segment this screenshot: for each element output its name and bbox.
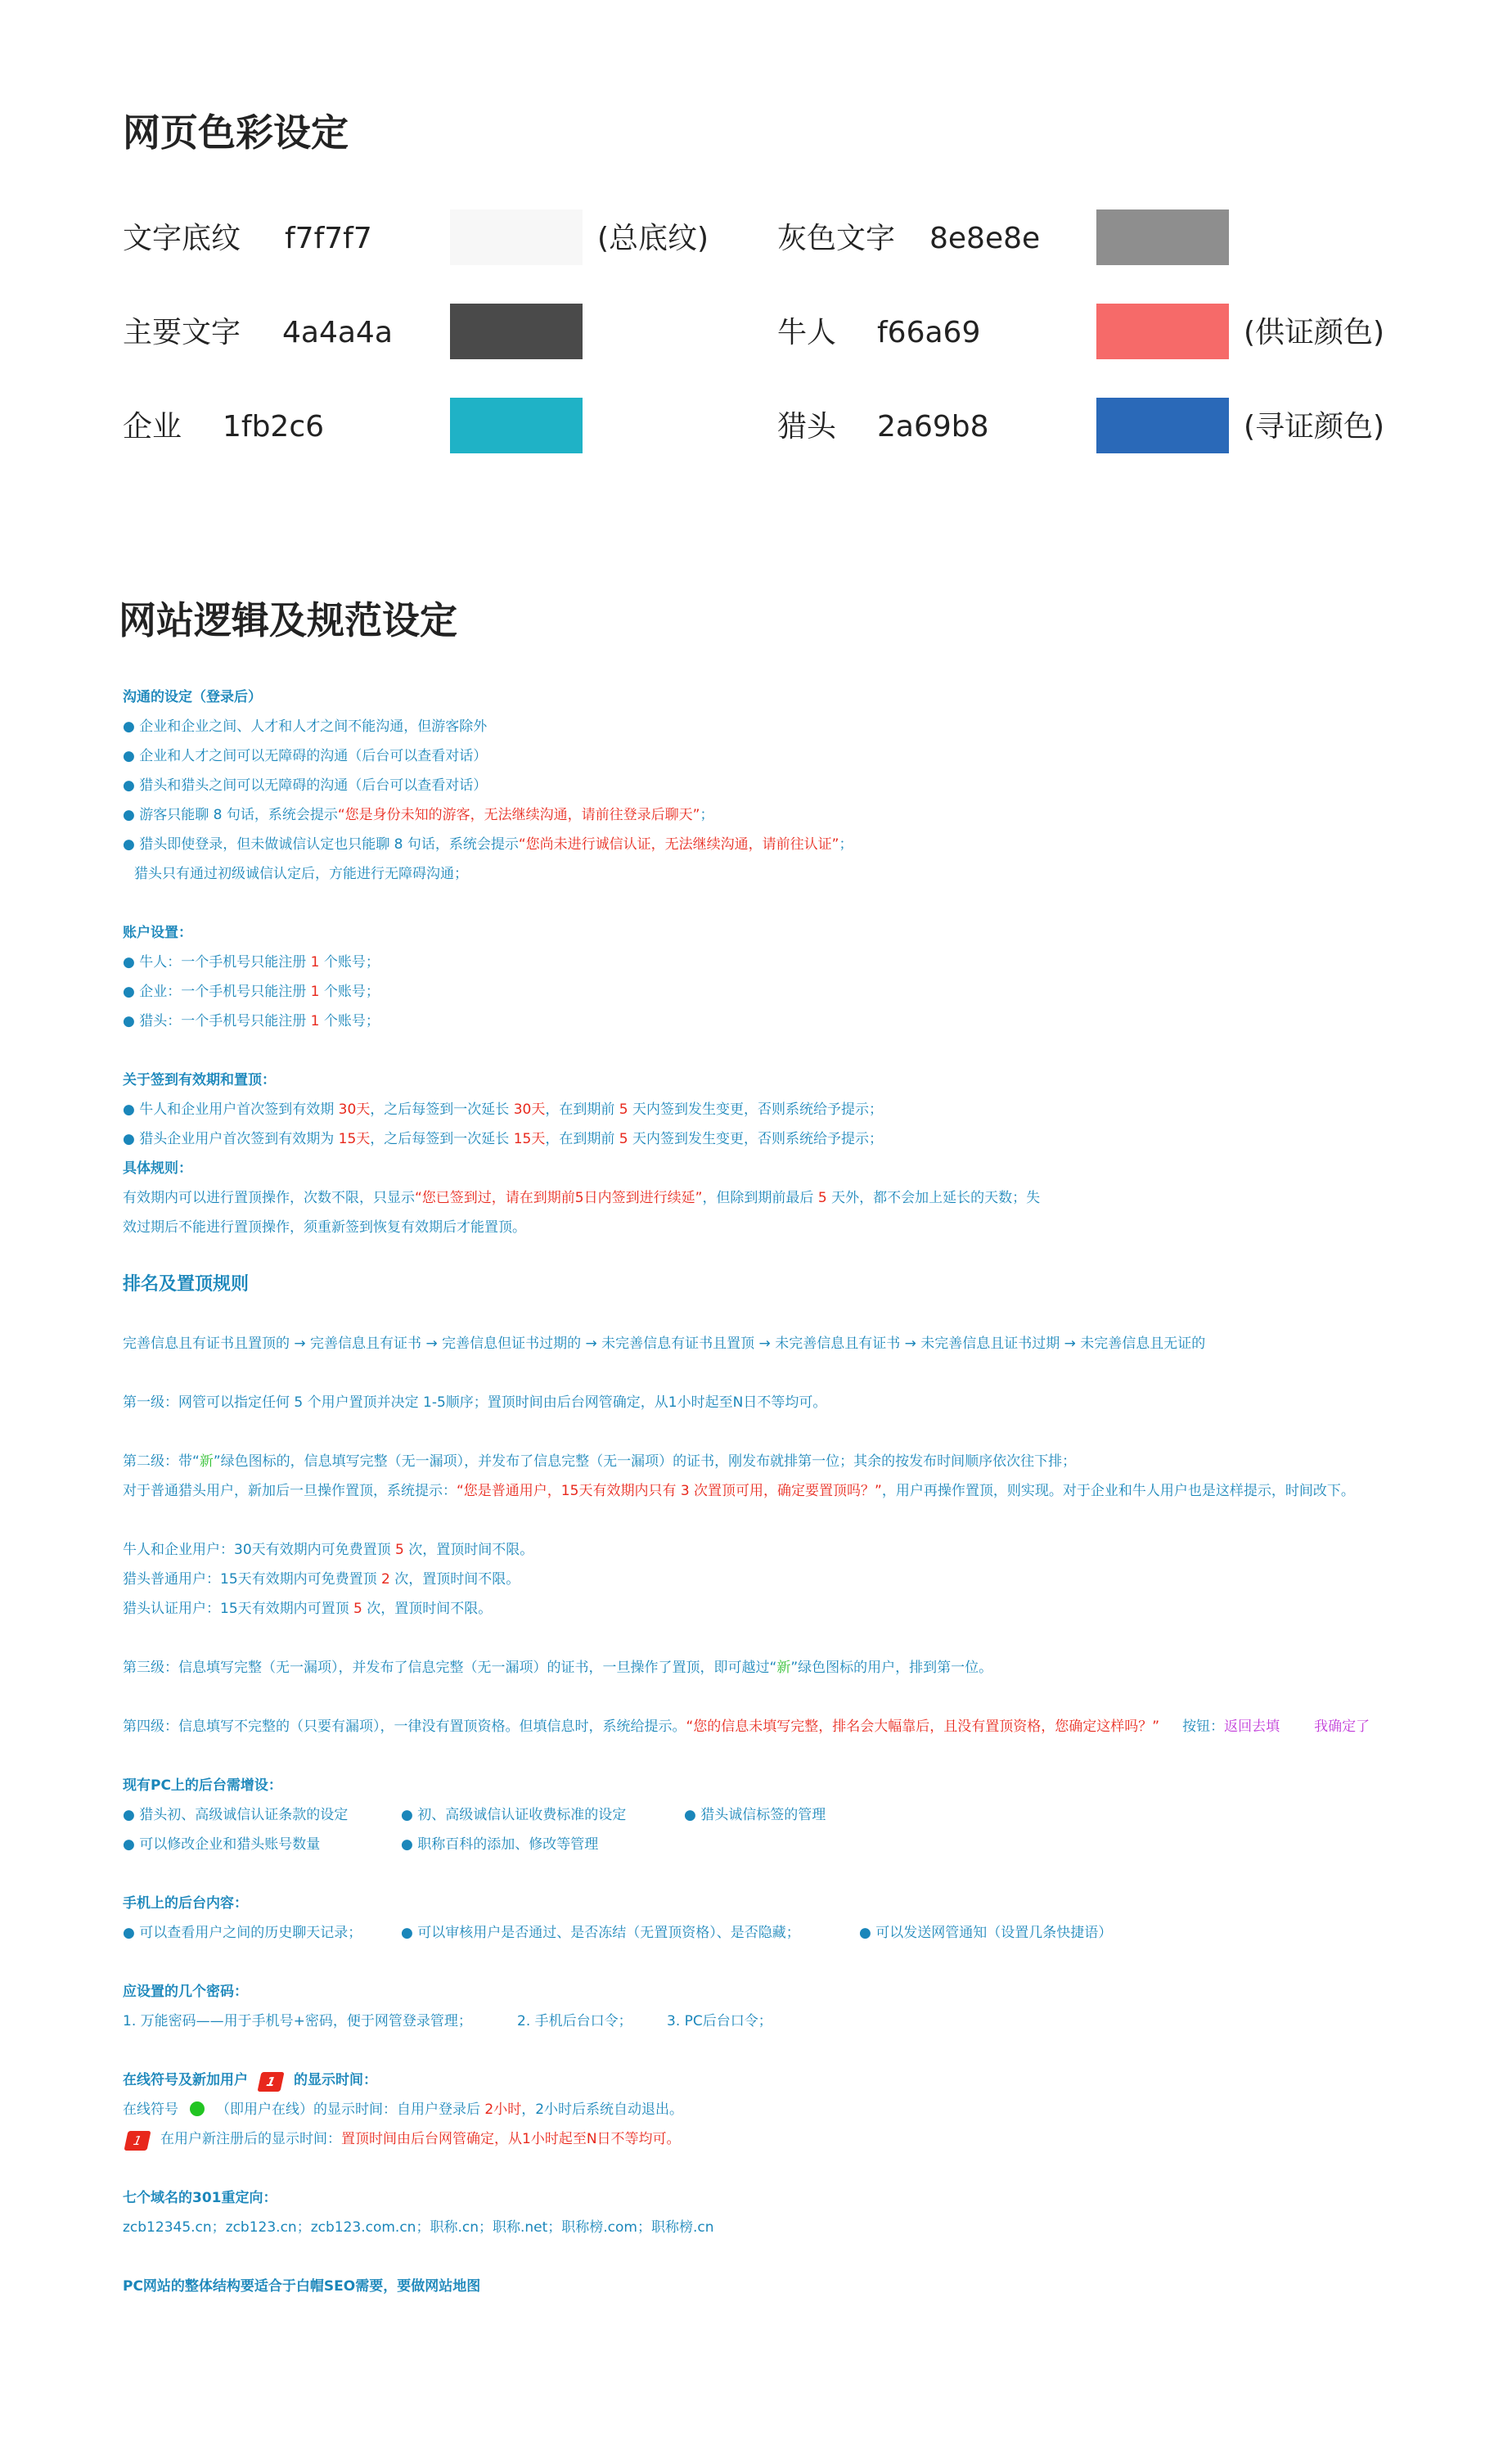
value: 5 (619, 1101, 628, 1118)
value: 15天 (338, 1131, 371, 1147)
new-label: 新 (776, 1660, 791, 1676)
color-swatch (1096, 398, 1229, 453)
list-item (123, 835, 853, 854)
color-label: 企业 (123, 410, 182, 444)
color-code: 1fb2c6 (223, 410, 325, 444)
ranking-order: 完善信息且有证书且置顶的 → 完善信息且有证书 → 完善信息但证书过期的 → 未完善信息有证书且置顶 → 未完善信息且有证书 → 未完善信息且证书过期 → 未完善信息且无证的 (123, 1336, 1206, 1352)
rule-text: 效过期后不能进行置顶操作，须重新签到恢复有效期后才能置顶。 (123, 1219, 526, 1236)
color-code: 4a4a4a (282, 316, 393, 349)
pc-backend-heading: 现有PC上的后台需增设： (123, 1777, 282, 1794)
value: 2 (381, 1571, 390, 1588)
text: ● 牛人和企业用户首次签到有效期 (123, 1101, 339, 1118)
text: 按钮： (1182, 1718, 1225, 1735)
text: 次，置顶时间不限。 (389, 1571, 520, 1588)
color-swatch (450, 398, 583, 453)
list-item (123, 1011, 380, 1031)
text: ”绿色图标的，信息填写完整（无一漏项），并发布了信息完整（无一漏项）的证书，刚发布就排第一位；其余的按发布时间顺序依次往下排； (213, 1453, 1077, 1470)
value: 2小时 (484, 2101, 522, 2118)
domains-list: zcb12345.cn；zcb123.cn；zcb123.com.cn；职称.cn；职称.net；职称榜.com；职称榜.cn (123, 2219, 714, 2236)
rule-text (123, 1188, 1040, 1208)
color-note: (供证颜色) (1244, 316, 1385, 349)
list-item (123, 805, 714, 825)
text: ，2小时后系统自动退出。 (521, 2101, 684, 2118)
color-swatch (1096, 209, 1229, 265)
text: 在线符号 (123, 2101, 178, 2118)
text: 第三级：信息填写完整（无一漏项），并发布了信息完整（无一漏项）的证书，一旦操作了置顶，即可越过“ (123, 1660, 777, 1676)
count: 1 (310, 1013, 320, 1029)
text: 天内签到发生变更，否则系统给予提示； (628, 1101, 883, 1118)
confirm-button[interactable]: 我确定了 (1314, 1718, 1370, 1735)
list-item: ● 企业和人才之间可以无障碍的沟通（后台可以查看对话） (123, 748, 488, 764)
system-prompt: 置顶时间由后台网管确定，从1小时起至N日不等均可。 (341, 2131, 681, 2147)
list-item (123, 1129, 883, 1149)
new-user-badge-icon: 1 (257, 2072, 284, 2092)
text: ，之后每签到一次延长 (370, 1101, 514, 1118)
text: 第二级：带“ (123, 1453, 200, 1470)
text: ”绿色图标的用户，排到第一位。 (790, 1660, 993, 1676)
ranking-level-2 (123, 1452, 1076, 1471)
color-code: 2a69b8 (877, 410, 989, 444)
list-item: ● 猎头诚信标签的管理 (684, 1807, 826, 1823)
count: 1 (310, 954, 320, 971)
text: 猎头普通用户：15天有效期内可免费置顶 (123, 1571, 382, 1588)
value: 5 (353, 1601, 362, 1617)
ranking-level-3 (123, 1658, 992, 1678)
text: ，但除到期前最后 (702, 1190, 818, 1206)
text: 牛人和企业用户：30天有效期内可免费置顶 (123, 1542, 396, 1558)
ranking-heading: 排名及置顶规则 (123, 1274, 250, 1295)
color-code: 8e8e8e (929, 222, 1041, 255)
text: ，用户再操作置顶，则实现。对于企业和牛人用户也是这样提示，时间改下。 (881, 1483, 1355, 1499)
quota-line (123, 1540, 533, 1560)
back-to-fill-button[interactable]: 返回去填 (1224, 1718, 1280, 1735)
value: 5 (817, 1190, 827, 1206)
quota-line (123, 1599, 492, 1619)
color-code: f66a69 (877, 316, 981, 349)
new-user-badge-icon: 1 (124, 2131, 151, 2151)
count: 1 (310, 984, 320, 1000)
list-item: ● 可以审核用户是否通过、是否冻结（无置顶资格）、是否隐藏； (401, 1925, 800, 1941)
color-swatch (450, 209, 583, 265)
text: 有效期内可以进行置顶操作，次数不限，只显示 (123, 1190, 415, 1206)
system-prompt: “您的信息未填写完整，排名会大幅靠后，且没有置顶资格，您确定这样吗？” (686, 1718, 1160, 1735)
text: ； (839, 836, 853, 853)
list-item (123, 1100, 883, 1119)
color-note: (寻证颜色) (1244, 410, 1385, 444)
domains-heading: 七个域名的301重定向： (123, 2190, 277, 2206)
mobile-backend-heading: 手机上的后台内容： (123, 1895, 248, 1912)
new-user-line (123, 2129, 681, 2151)
text: ，之后每签到一次延长 (370, 1131, 514, 1147)
text: ； (700, 807, 714, 823)
value: 5 (395, 1542, 404, 1558)
logic-section-title: 网站逻辑及规范设定 (119, 598, 457, 642)
system-prompt: “您是普通用户，15天有效期内只有 3 次置顶可用，确定要置顶吗？” (457, 1483, 882, 1499)
color-code: f7f7f7 (285, 222, 372, 255)
text: ● 猎头即使登录，但未做诚信认定也只能聊 8 句话，系统会提示 (123, 836, 519, 853)
text: 第四级：信息填写不完整的（只要有漏项），一律没有置顶资格。但填信息时，系统给提示。 (123, 1718, 686, 1735)
text: 的显示时间： (294, 2072, 377, 2088)
color-label: 牛人 (777, 316, 837, 349)
text: ● 猎头企业用户首次签到有效期为 (123, 1131, 339, 1147)
system-prompt: “您尚未进行诚信认证，无法继续沟通，请前往认证” (518, 836, 839, 853)
list-item: ● 猎头初、高级诚信认证条款的设定 (123, 1807, 349, 1823)
list-item: ● 猎头和猎头之间可以无障碍的沟通（后台可以查看对话） (123, 777, 488, 794)
new-label: 新 (199, 1453, 214, 1470)
seo-note: PC网站的整体结构要适合于白帽SEO需要，要做网站地图 (123, 2278, 481, 2295)
ranking-level-2-note (123, 1481, 1355, 1501)
ranking-level-4 (123, 1717, 1370, 1737)
text: 猎头认证用户：15天有效期内可置顶 (123, 1601, 354, 1617)
account-heading: 账户设置： (123, 925, 192, 941)
text: ● 牛人：一个手机号只能注册 (123, 954, 311, 971)
text: 在用户新注册后的显示时间： (160, 2131, 341, 2147)
online-dot-icon (190, 2101, 205, 2116)
color-swatch (1096, 304, 1229, 359)
text: 个账号； (319, 954, 380, 971)
comm-heading: 沟通的设定（登录后） (123, 689, 262, 705)
color-label: 猎头 (777, 410, 837, 444)
text: 个账号； (319, 984, 380, 1000)
online-heading (123, 2070, 377, 2092)
list-item: 2. 手机后台口令； (517, 2013, 632, 2029)
list-item: ● 企业和企业之间、人才和人才之间不能沟通，但游客除外 (123, 718, 488, 735)
color-swatch (450, 304, 583, 359)
online-line (123, 2100, 683, 2119)
signin-heading: 关于签到有效期和置顶： (123, 1072, 276, 1088)
value: 30天 (338, 1101, 371, 1118)
text: 对于普通猎头用户，新加后一旦操作置顶，系统提示： (123, 1483, 457, 1499)
color-section-title: 网页色彩设定 (123, 110, 349, 155)
list-item: 1. 万能密码——用于手机号+密码，便于网管登录管理； (123, 2013, 472, 2029)
value: 30天 (513, 1101, 546, 1118)
color-label: 主要文字 (123, 316, 241, 349)
value: 15天 (513, 1131, 546, 1147)
ranking-level-1: 第一级：网管可以指定任何 5 个用户置顶并决定 1-5顺序；置顶时间由后台网管确定，从1小时起至N日不等均可。 (123, 1394, 827, 1411)
text: ，在到期前 (545, 1131, 619, 1147)
quota-line (123, 1570, 520, 1589)
list-item: ● 初、高级诚信认证收费标准的设定 (401, 1807, 627, 1823)
text: 天外，都不会加上延长的天数；失 (826, 1190, 1041, 1206)
system-prompt: “您已签到过，请在到期前5日内签到进行续延” (415, 1190, 703, 1206)
text: ，在到期前 (545, 1101, 619, 1118)
color-note: (总底纹) (597, 222, 709, 255)
text: 次，置顶时间不限。 (403, 1542, 534, 1558)
list-item: ● 可以发送网管通知（设置几条快捷语） (859, 1925, 1113, 1941)
rules-heading: 具体规则： (123, 1160, 192, 1177)
list-item (123, 953, 380, 972)
color-label: 灰色文字 (777, 222, 896, 255)
color-label: 文字底纹 (123, 222, 241, 255)
text: ● 猎头：一个手机号只能注册 (123, 1013, 311, 1029)
text: （即用户在线）的显示时间：自用户登录后 (216, 2101, 485, 2118)
list-item (123, 982, 380, 1002)
text: 次，置顶时间不限。 (362, 1601, 493, 1617)
text: ● 企业：一个手机号只能注册 (123, 984, 311, 1000)
text: 个账号； (319, 1013, 380, 1029)
list-item: ● 可以修改企业和猎头账号数量 (123, 1836, 321, 1853)
system-prompt: “您是身份未知的游客，无法继续沟通，请前往登录后聊天” (337, 807, 700, 823)
list-item: ● 可以查看用户之间的历史聊天记录； (123, 1925, 362, 1941)
list-item: 3. PC后台口令； (667, 2013, 772, 2029)
list-item: ● 职称百科的添加、修改等管理 (401, 1836, 599, 1853)
text: 在线符号及新加用户 (123, 2072, 248, 2088)
text: ● 游客只能聊 8 句话，系统会提示 (123, 807, 338, 823)
text: 天内签到发生变更，否则系统给予提示； (628, 1131, 883, 1147)
passwords-heading: 应设置的几个密码： (123, 1984, 248, 2000)
value: 5 (619, 1131, 628, 1147)
list-item: 猎头只有通过初级诚信认定后，方能进行无障碍沟通； (134, 866, 468, 882)
